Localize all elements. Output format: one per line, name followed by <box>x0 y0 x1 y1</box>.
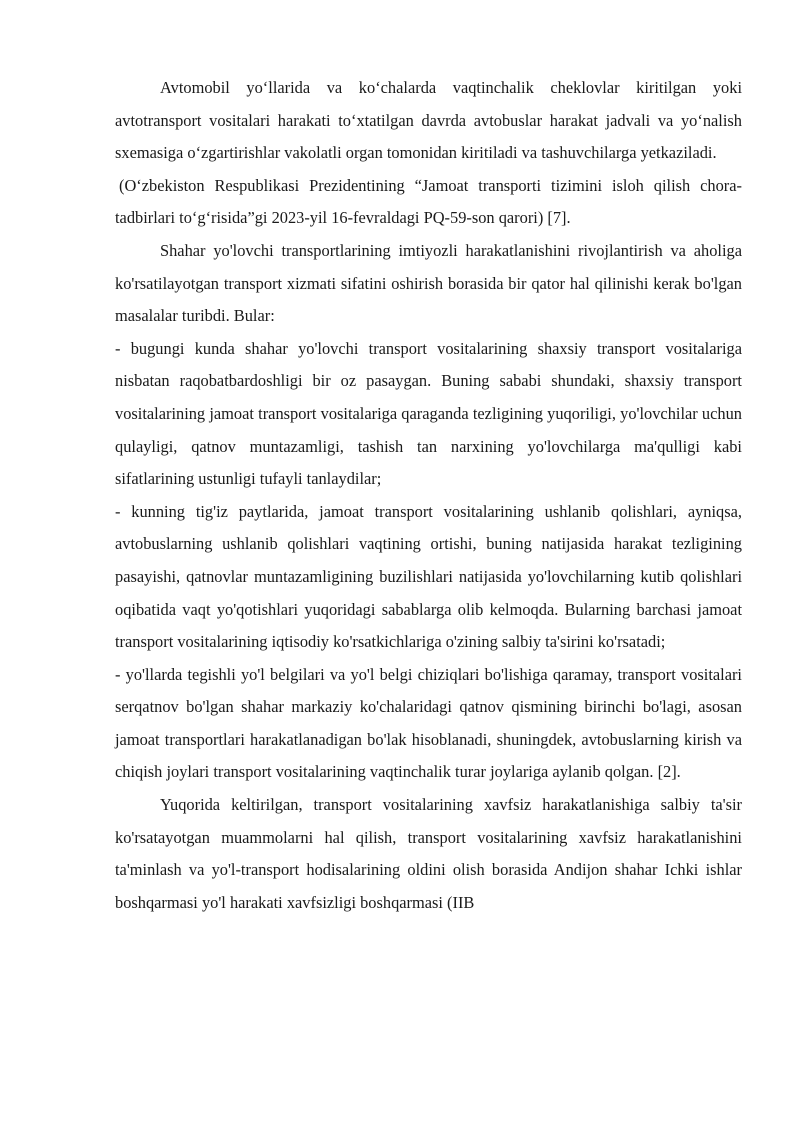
list-item-competitiveness: - bugungi kunda shahar yo'lovchi transport vositalarining shaxsiy transport vositalariga nisbatan raqobatbardoshligi bir oz pasaygan. Buning sababi shundaki, shaxsiy transport vositalarining jamoat transport vositalariga qaraganda tezligining yuqoriligi, yo'lovchilar uchun qulayligi, qatnov muntazamligi, tashish tan narxining yo'lovchilarga ma'qulligi kabi sifatlarining ustunligi tufayli tanlaydilar; <box>115 338 742 489</box>
paragraph-safety-measures: Yuqorida keltirilgan, transport vositalarining xavfsiz harakatlanishiga salbiy ta'sir ko'rsatayotgan muammolarni hal qilish, transport vositalarining xavfsiz harakatlanishini ta'minlash va yo'l-transport hodisalarining oldini olish borasida Andijon shahar Ichki ishlar boshqarmasi yo'l harakati xavfsizligi boshqarmasi (IIB <box>115 795 742 912</box>
paragraph-priority-movement: Shahar yo'lovchi transportlarining imtiyozli harakatlanishini rivojlantirish va aholiga ko'rsatilayotgan transport xizmati sifatini oshirish borasida bir qator hal qilinishi kerak bo'lgan masalalar turibdi. Bular: <box>115 240 742 326</box>
paragraph-citation: (O‘zbekiston Respublikasi Prezidentining “Jamoat transporti tizimini isloh qilish chora-tadbirlari to‘g‘risida”gi 2023-yil 16-fevraldagi PQ-59-son qarori) [7]. <box>115 175 742 228</box>
paragraph-temporary-restrictions: Avtomobil yo‘llarida va ko‘chalarda vaqtinchalik cheklovlar kiritilgan yoki avtotransport vositalari harakati to‘xtatilgan davrda avtobuslar harakat jadvali va yo‘nalish sxemasiga o‘zgartirishlar vakolatli organ tomonidan kiritiladi va tashuvchilarga yetkaziladi. <box>115 78 742 163</box>
list-item-peak-hours: - kunning tig'iz paytlarida, jamoat transport vositalarining ushlanib qolishlari, ayniqsa, avtobuslarning ushlanib qolishlari vaqtining ortishi, buning natijasida harakat tezligining pasayishi, qatnovlar muntazamligining buzilishlari natijasida yo'lovchilarning kutib qolishlari oqibatida vaqt yo'qotishlari yuqoridagi sabablarga olib kelmoqda. Bularning barchasi jamoat transport vositalarining iqtisodiy ko'rsatkichlariga o'zining salbiy ta'sirini ko'rsatadi; <box>115 501 742 652</box>
list-item-road-markings: - yo'llarda tegishli yo'l belgilari va yo'l belgi chiziqlari bo'lishiga qaramay, transport vositalari serqatnov bo'lgan shahar markaziy ko'chalaridagi qatnov qismining birinchi bo'lagi, asosan jamoat transportlari harakatlanadigan bo'lak hisoblanadi, shuningdek, avtobuslarning kirish va chiqish joylari transport vositalarining vaqtinchalik turar joylariga aylanib qolgan. [2]. <box>115 664 742 782</box>
document-body <box>115 72 742 919</box>
